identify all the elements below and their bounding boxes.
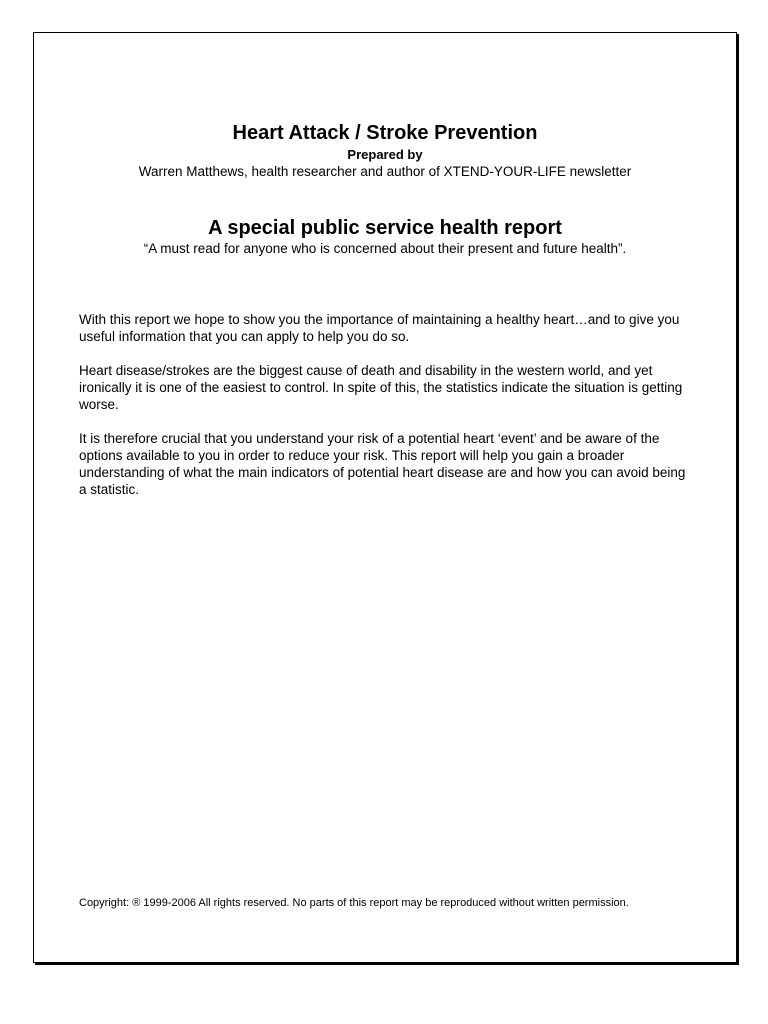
copyright-notice: Copyright: ® 1999-2006 All rights reserved. No parts of this report may be reproduced without written permission. — [79, 897, 629, 909]
page-frame — [33, 32, 737, 963]
report-subtitle: A special public service health report — [208, 217, 562, 239]
author-line: Warren Matthews, health researcher and author of XTEND-YOUR-LIFE newsletter — [138, 164, 632, 179]
report-tagline: “A must read for anyone who is concerned about their present and future health”. — [143, 241, 627, 256]
paragraph-intro: With this report we hope to show you the importance of maintaining a healthy heart…and to give you useful information that you can apply to help you do so. — [79, 312, 680, 344]
paragraph-risk: It is therefore crucial that you understand your risk of a potential heart ‘event’ and be aware of the options available to you in order to reduce your risk. This report will help you gain a broader understanding of what the main indicators of potential heart disease are and how you can avoid being a statistic. — [79, 431, 686, 497]
paragraph-heart-disease: Heart disease/strokes are the biggest cause of death and disability in the western world, and yet ironically it is one of the easiest to control. In spite of this, the statistics indicate the situation is getting worse. — [79, 363, 683, 412]
body-text — [79, 311, 691, 515]
report-title: Heart Attack / Stroke Prevention — [232, 122, 538, 144]
prepared-by-label: Prepared by — [347, 147, 423, 162]
